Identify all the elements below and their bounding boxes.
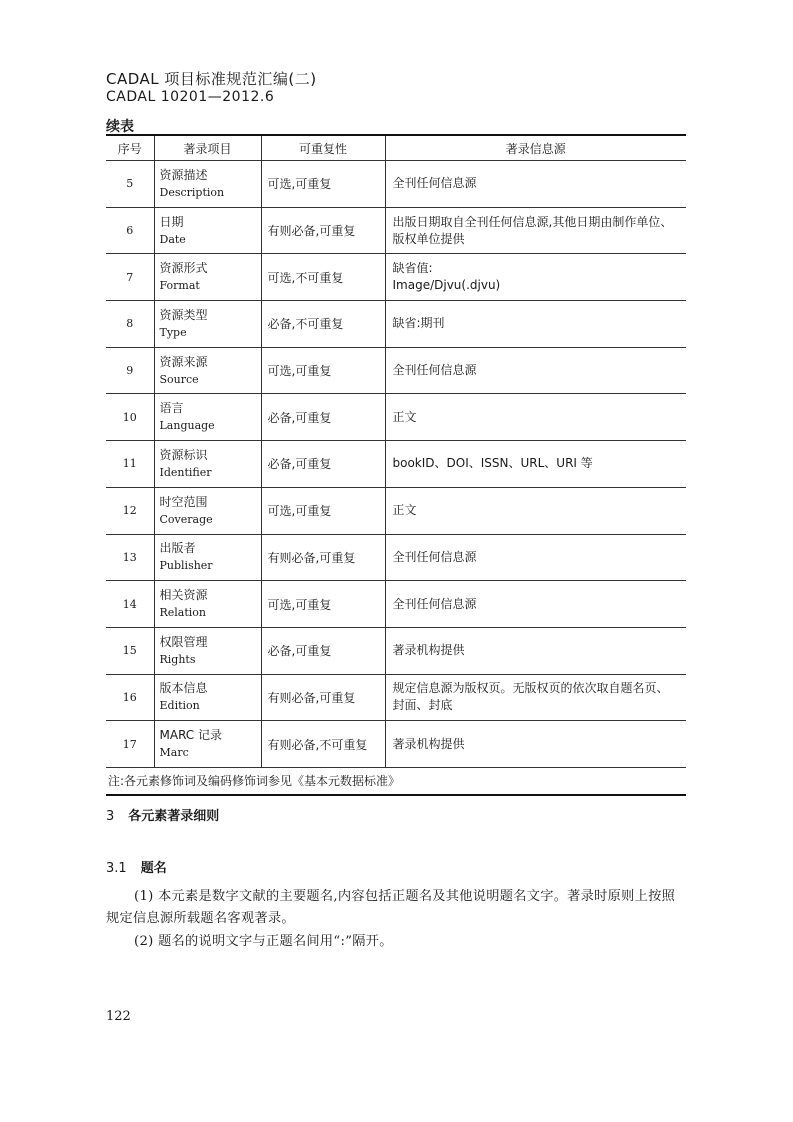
repeatability-cell: 有则必备,不可重复 [261, 721, 385, 768]
element-name-english: Type [159, 325, 187, 339]
repeatability-cell: 有则必备,可重复 [261, 534, 385, 581]
table-row [106, 534, 686, 581]
table-row [106, 301, 686, 348]
row-number: 15 [106, 627, 154, 674]
info-source-cell: 著录机构提供 [385, 627, 686, 674]
element-name-cell [154, 207, 261, 254]
info-source-cell: 缺省值: Image/Djvu(.djvu) [385, 254, 686, 301]
table-row [106, 627, 686, 674]
table-row [106, 161, 686, 208]
element-name-cell [154, 534, 261, 581]
element-name-chinese: 权限管理 [159, 634, 208, 649]
element-name-cell [154, 721, 261, 768]
table-row [106, 254, 686, 301]
metadata-table [106, 134, 686, 796]
header-title: CADAL 项目标准规范汇编(二) [106, 70, 317, 88]
paragraph-1: (1) 本元素是数字文献的主要题名,内容包括正题名及其他说明题名文字。著录时原则上按照规定信息源所载题名客观著录。 [106, 889, 676, 926]
element-name-cell [154, 301, 261, 348]
element-name-chinese: 资源来源 [159, 354, 208, 369]
element-name-chinese: 相关资源 [159, 588, 208, 603]
page-number: 122 [106, 1009, 131, 1024]
element-name-english: Relation [159, 606, 207, 620]
section-3-heading [106, 805, 219, 824]
row-number: 11 [106, 441, 154, 488]
info-source-cell: 正文 [385, 394, 686, 441]
element-name-english: Source [159, 372, 199, 386]
repeatability-cell: 有则必备,可重复 [261, 674, 385, 721]
row-number: 5 [106, 161, 154, 208]
repeatability-cell: 必备,不可重复 [261, 301, 385, 348]
repeatability-cell: 可选,可重复 [261, 581, 385, 628]
section-title: 各元素著录细则 [128, 809, 220, 824]
element-name-chinese: 资源描述 [159, 167, 208, 182]
info-source-cell: 全刊任何信息源 [385, 347, 686, 394]
element-name-english: Coverage [159, 512, 213, 526]
column-header-item: 著录项目 [154, 135, 261, 161]
element-name-english: Format [159, 279, 200, 293]
column-header-source: 著录信息源 [385, 135, 686, 161]
section-3-1-heading [106, 857, 167, 876]
row-number: 14 [106, 581, 154, 628]
section-number: 3 [106, 809, 115, 824]
table-row [106, 674, 686, 721]
table-row [106, 487, 686, 534]
element-name-cell [154, 254, 261, 301]
element-name-english: Publisher [159, 559, 213, 573]
element-name-cell [154, 161, 261, 208]
repeatability-cell: 可选,不可重复 [261, 254, 385, 301]
table-row [106, 347, 686, 394]
info-source-cell: 正文 [385, 487, 686, 534]
repeatability-cell: 必备,可重复 [261, 441, 385, 488]
row-number: 7 [106, 254, 154, 301]
row-number: 17 [106, 721, 154, 768]
row-number: 10 [106, 394, 154, 441]
element-name-chinese: 日期 [159, 214, 184, 229]
element-name-cell [154, 487, 261, 534]
paragraph-2: (2) 题名的说明文字与正题名间用“:”隔开。 [134, 934, 393, 949]
element-name-chinese: 版本信息 [159, 681, 208, 696]
repeatability-cell: 必备,可重复 [261, 394, 385, 441]
standard-code: CADAL 10201—2012.6 [106, 89, 275, 105]
element-name-chinese: 资源标识 [159, 447, 208, 462]
info-source-cell: 全刊任何信息源 [385, 581, 686, 628]
column-header-repeatability: 可重复性 [261, 135, 385, 161]
row-number: 8 [106, 301, 154, 348]
element-name-cell [154, 674, 261, 721]
repeatability-cell: 可选,可重复 [261, 161, 385, 208]
element-name-english: Edition [159, 699, 200, 713]
info-source-cell: bookID、DOI、ISSN、URL、URI 等 [385, 441, 686, 488]
element-name-chinese: 语言 [159, 401, 184, 416]
info-source-cell: 缺省:期刊 [385, 301, 686, 348]
element-name-english: Identifier [159, 465, 212, 479]
element-name-chinese: 资源形式 [159, 261, 208, 276]
table-header-row [106, 135, 686, 161]
element-name-chinese: 出版者 [159, 541, 196, 556]
info-source-cell: 全刊任何信息源 [385, 161, 686, 208]
section-number: 3.1 [106, 861, 127, 876]
element-name-english: Language [159, 419, 215, 433]
element-name-chinese: 时空范围 [159, 494, 208, 509]
element-name-english: Date [159, 232, 186, 246]
element-name-english: Description [159, 185, 225, 199]
table-row [106, 721, 686, 768]
repeatability-cell: 必备,可重复 [261, 627, 385, 674]
table-note: 注:各元素修饰词及编码修饰词参见《基本元数据标准》 [106, 767, 686, 795]
element-name-cell [154, 627, 261, 674]
row-number: 13 [106, 534, 154, 581]
row-number: 6 [106, 207, 154, 254]
repeatability-cell: 可选,可重复 [261, 487, 385, 534]
section-title: 题名 [140, 861, 167, 876]
table-row [106, 394, 686, 441]
info-source-cell: 著录机构提供 [385, 721, 686, 768]
element-name-cell [154, 581, 261, 628]
repeatability-cell: 有则必备,可重复 [261, 207, 385, 254]
info-source-cell: 规定信息源为版权页。无版权页的依次取自题名页、封面、封底 [385, 674, 686, 721]
info-source-cell: 全刊任何信息源 [385, 534, 686, 581]
repeatability-cell: 可选,可重复 [261, 347, 385, 394]
table-row [106, 581, 686, 628]
column-header-number: 序号 [106, 135, 154, 161]
element-name-cell [154, 441, 261, 488]
element-name-english: Marc [159, 746, 189, 760]
table-row [106, 207, 686, 254]
table-row [106, 441, 686, 488]
element-name-english: Rights [159, 652, 196, 666]
element-name-chinese: MARC 记录 [159, 728, 222, 743]
continued-label: 续表 [106, 119, 134, 135]
element-name-cell [154, 394, 261, 441]
row-number: 9 [106, 347, 154, 394]
row-number: 16 [106, 674, 154, 721]
info-source-cell: 出版日期取自全刊任何信息源,其他日期由制作单位、版权单位提供 [385, 207, 686, 254]
row-number: 12 [106, 487, 154, 534]
element-name-cell [154, 347, 261, 394]
element-name-chinese: 资源类型 [159, 307, 208, 322]
